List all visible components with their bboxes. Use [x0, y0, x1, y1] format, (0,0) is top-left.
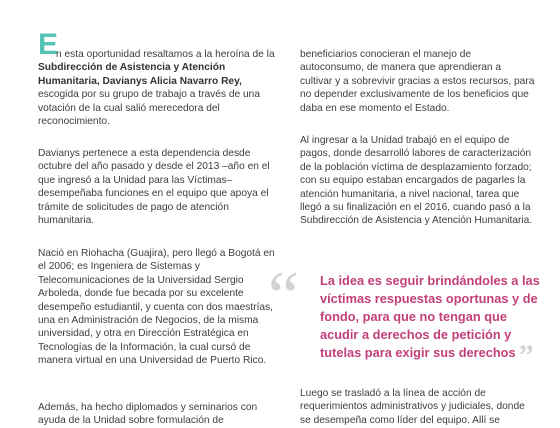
drop-cap-letter: E: [38, 28, 59, 61]
paragraph-beneficiaries: beneficiarios conocieran el manejo de autoconsumo, de manera que aprendieran a cultivar y a sobrevivir gracias a estos recursos, para no depender exclusivamente de los beneficios que daba en ese momento el Estado.: [300, 49, 535, 114]
pull-quote-body: La idea es seguir brindándoles a las víctimas respuestas oportunas y de fondo, para que no tengan que acudir a derechos de petición y tutelas para exigir sus derechos: [320, 273, 540, 360]
pull-quote: [268, 258, 540, 372]
intro-lead-text: n esta oportunidad resaltamos a la heroína de la: [56, 49, 275, 60]
intro-tail-text: escogida por su grupo de trabajo a través de una votación de la cual salió merecedora del reconocimiento.: [38, 89, 261, 128]
paragraph-payments-team: Al ingresar a la Unidad trabajó en el equipo de pagos, donde desarrolló labores de caracterización de la población víctima de desplazamiento forzado; con su equipo estaban encargados de pagarles la atención humanitaria, a nivel nacional, tarea que llegó a su finalización en el 2016, cuando pasó a la Subdirección de Asistencia y Atención Humanitaria.: [300, 135, 533, 227]
open-quote-mark-icon: “: [268, 258, 300, 335]
paragraph-intro: [38, 48, 278, 128]
paragraph-diplomas: Además, ha hecho diplomados y seminarios con ayuda de la Unidad sobre formulación de: [38, 402, 258, 427]
paragraph-transfer: Luego se trasladó a la línea de acción de requerimientos administrativos y judiciales, donde se desempeña como líder del equipo. Allí se: [300, 388, 525, 426]
pull-quote-text: [320, 272, 542, 372]
paragraph-origin: Nació en Riohacha (Guajira), pero llegó a Bogotá en el 2006; es Ingeniera de Sistemas y Telecomunicaciones de la Universidad Sergio Arboleda, donde fue becada por su excelente desempeño estudiantil, y cuenta con dos maestrías, una en Administración de Negocios, de la misma universidad, y otra en Dirección Estratégica en Tecnologías de la Información, la cual cursó de manera virtual en una Universidad de Puerto Rico.: [38, 248, 275, 367]
paragraph-dependency: Davianys pertenece a esta dependencia desde octubre del año pasado y desde el 2013 –año en el que ingresó a la Unidad para las Víctimas– desempeñaba funciones en el equipo que apoya el trámite de solicitudes de pago de atención humanitaria.: [38, 148, 270, 227]
honoree-name-bold: Subdirección de Asistencia y Atención Humanitaria, Davianys Alicia Navarro Rey,: [38, 62, 242, 87]
close-quote-mark-icon: ”: [518, 339, 534, 372]
